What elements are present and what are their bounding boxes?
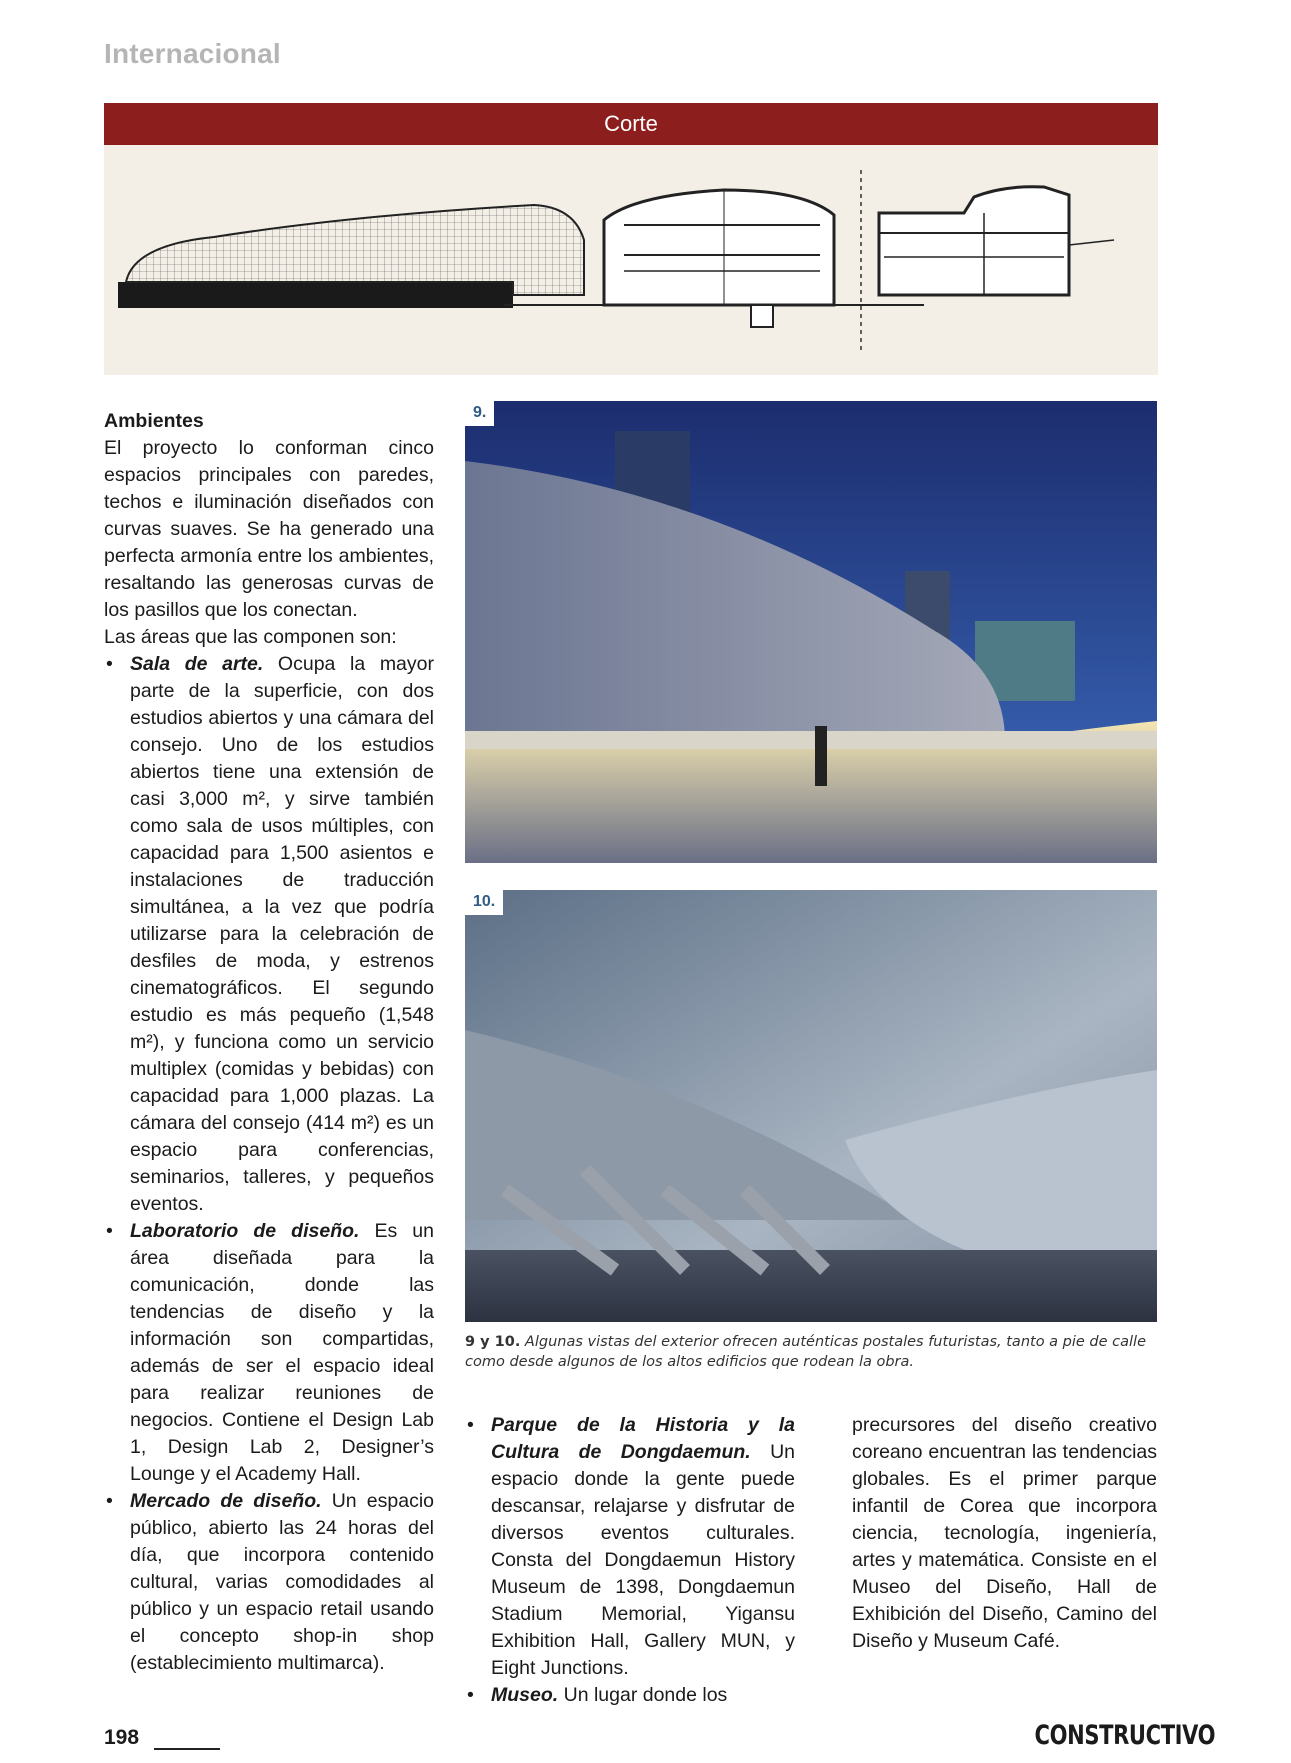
underpass-image: [465, 890, 1157, 1322]
night-exterior-image: [465, 401, 1157, 863]
figure-title-bar: Corte: [104, 103, 1158, 145]
right-column-text: precursores del diseño creativo coreano encuentran las tendencias globales. Es el primer parque infantil de Corea que incorpora ciencia, tecnología, ingeniería, artes y matemática. Consiste en el Museo del Diseño, Hall de Exhibición del Diseño, Camino del Diseño y Museum Café.: [852, 1414, 1157, 1652]
middle-hall: [604, 190, 834, 305]
section-drawing: [104, 145, 1158, 375]
photo-number: 9.: [465, 401, 494, 426]
caption-text: Algunas vistas del exterior ofrecen auténticas postales futuristas, tanto a pie de calle como desde algunos de los altos edificios que rodean la obra.: [465, 1334, 1147, 1370]
item-lead: Parque de la Historia y la Cultura de Dongdaemun.: [491, 1414, 795, 1463]
bullet: •: [467, 1414, 474, 1436]
right-column: [852, 1412, 1157, 1655]
bullet: •: [106, 1220, 113, 1242]
bullet: •: [106, 1490, 113, 1512]
list-item: [104, 1488, 434, 1677]
areas-intro: Las áreas que las componen son:: [104, 626, 397, 648]
list-item: [104, 1218, 434, 1488]
list-item: [465, 1412, 795, 1682]
item-lead: Mercado de diseño.: [130, 1490, 322, 1512]
publication-logo: CONSTRUCTIVO: [1034, 1720, 1216, 1751]
item-lead: Museo.: [491, 1684, 559, 1706]
item-text: Es un área diseñada para la comunicación, donde las tendencias de diseño y la información son compartidas, además de ser el espacio ideal para realizar reuniones de negocios. Contiene el Design Lab 1, Design Lab 2, Designer’s Lounge y el Academy Hall.: [130, 1220, 434, 1485]
list-item: [465, 1682, 795, 1709]
bullet: •: [467, 1684, 474, 1706]
intro-paragraph: El proyecto lo conforman cinco espacios principales con paredes, techos e iluminación diseñados con curvas suaves. Se ha generado una perfecta armonía entre los ambientes, resaltando las generosas curvas de los pasillos que los conectan.: [104, 437, 434, 621]
caption-label: 9 y 10.: [465, 1334, 521, 1350]
areas-list: [104, 651, 434, 1677]
page-number-rule: [154, 1748, 220, 1750]
right-building: [879, 187, 1069, 295]
item-lead: Laboratorio de diseño.: [130, 1220, 360, 1242]
bullet: •: [106, 653, 113, 675]
photo-9: [465, 401, 1157, 863]
photo-10: [465, 890, 1157, 1322]
section-heading: Ambientes: [104, 410, 204, 432]
item-lead: Sala de arte.: [130, 653, 264, 675]
item-text: Un espacio público, abierto las 24 horas del día, que incorpora contenido cultural, varias comodidades al público y un espacio retail usando el concepto shop-in shop (establecimiento multimarca).: [130, 1490, 434, 1674]
item-text: Ocupa la mayor parte de la superficie, con dos estudios abiertos y una cámara del consejo. Uno de los estudios abiertos tiene una extensión de casi 3,000 m², y sirve también como sala de usos múltiples, con capacidad para 1,500 asientos e instalaciones de traducción simultánea, a la vez que podría utilizarse para la celebración de desfiles de moda, y estrenos cinematográficos. El segundo estudio es más pequeño (1,548 m²), y funciona como un servicio multiplex (comidas y bebidas) con capacidad para 1,000 plazas. La cámara del consejo (414 m²) es un espacio para conferencias, seminarios, talleres, y pequeños eventos.: [130, 653, 434, 1215]
left-column: [104, 408, 434, 1677]
item-text: Un espacio donde la gente puede descansar, relajarse y disfrutar de diversos eventos culturales. Consta del Dongdaemun History Museum de 1398, Dongdaemun Stadium Memorial, Yigansu Exhibition Hall, Gallery MUN, y Eight Junctions.: [491, 1441, 795, 1679]
shell-grid: [126, 205, 584, 295]
photo-caption: [465, 1332, 1157, 1372]
cross-section-drawing: [104, 145, 1158, 375]
middle-column: [465, 1412, 795, 1709]
item-text: Un lugar donde los: [558, 1684, 728, 1706]
areas-list-continued: [465, 1412, 795, 1709]
photo-number: 10.: [465, 890, 503, 915]
ground-slab: [118, 282, 513, 308]
list-item: [104, 651, 434, 1218]
section-label: Internacional: [104, 38, 281, 69]
page-number: 198: [104, 1726, 140, 1749]
